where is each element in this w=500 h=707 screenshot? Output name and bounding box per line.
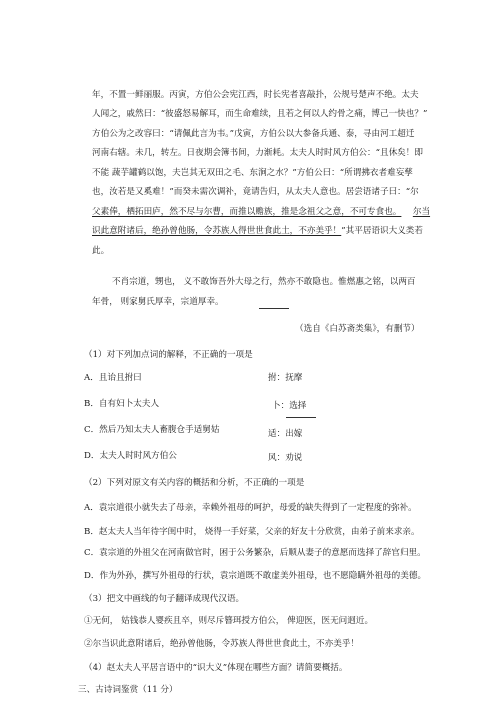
q1-stem: （1）对下列加点词的解释，不正确的一项是	[84, 350, 253, 360]
passage-line-3: 方伯公为之改容曰：“请佩此言为韦。”戊寅，方伯公以大参备兵通、泰，寻由河工超迁	[92, 129, 415, 139]
q1-option-a-gloss: 拊：抚摩	[268, 373, 303, 383]
q1-option-c-gloss: 适：出嫁	[268, 429, 303, 439]
q1-option-d-gloss: 风：劝说	[268, 453, 303, 463]
q1-option-d: D．太夫人时时风方伯公	[84, 451, 177, 461]
source-note: （选自《白苏斋类集》，有删节）	[295, 324, 420, 334]
passage-p2-line-1: 不肖宗道，甥也， 义不敢饰吾外大母之行，然亦不敢隐也。惟燃惠之铭，以两百	[112, 277, 416, 287]
q3-stem: （3）把文中画线的句子翻译成现代汉语。	[84, 594, 245, 604]
passage-line-4: 河南右辖。未几，转左。日夜期会簿书间，力渐耗。太夫人时时风方伯公：“且休矣！即	[92, 148, 423, 158]
q3-item-1: ①无何， 姑钱恭人婴疾且卒，则尽斥簪珥授方伯公， 俾迎医，医无问迥近。	[84, 616, 374, 626]
q2-option-c: C．袁宗道的外祖父在河南做官时，困于公务繁杂，后顺从妻子的意愿而选择了辞官归里。	[84, 548, 426, 558]
q2-option-b: B．赵太夫人当年待字闺中时， 烧得一手好菜，父亲的好友十分欣赏，由弟子前来求亲。	[84, 527, 420, 537]
q4-stem: （4）赵太夫人平居言语中的“识大义”体现在哪些方面？请简要概括。	[84, 663, 348, 673]
passage-tail: ”其平居语识大义类若	[341, 226, 423, 236]
passage-line-2: 人闻之，戚然曰：“彼盛怒易解耳，而生命难续，且若之何以人约骨之痛，博己一快也？”	[92, 109, 428, 119]
passage-p2-line-2: 年骨， 则家舅氏厚幸，宗道厚幸。	[92, 297, 224, 307]
underlined-sentence-b: 识此意附诸后，绝孙曾他肠，令苏族人得世世食此土，不亦美乎！	[92, 226, 342, 236]
q2-stem: （2）下列对原文有关内容的概括和分析，不正确的一项是	[84, 478, 305, 488]
q2-option-d: D．作为外孙，撰写外祖母的行状，袁宗道既不敢虚美外祖母，也不愿隐瞒外祖母的美德。	[84, 571, 427, 581]
section-heading: 三、古诗词鉴赏（11 分）	[78, 685, 178, 695]
passage-line-7	[92, 206, 430, 218]
underlined-sentence-a: 父素俸，栖拓田庐，然不尽与尔曹，而推以赡族，推是念祖父之意，不可专食也。	[92, 207, 402, 217]
q1-option-c: C．然后乃知太夫人畜腹仓手适舅姑	[84, 425, 220, 435]
q1-option-b-gloss: 卜：选择	[272, 401, 307, 411]
passage-line-9: 此。	[92, 246, 110, 256]
underlined-sentence-b-start: 尔当	[412, 207, 431, 217]
passage-line-8	[92, 225, 423, 237]
blank-line	[259, 308, 289, 309]
blank-line-2	[286, 417, 316, 418]
q1-option-a: A．且诒且拊曰	[84, 373, 142, 383]
passage-line-5: 不能 蔬芋罐鹤以饱，夫岂其无双田之毛、东涧之水？”方伯公曰：“所谓拂衣者难妄孳	[92, 168, 413, 178]
q2-option-a: A．袁宗道很小就失去了母亲，幸赖外祖母的呵护，母爱的缺失得到了一定程度的弥补。	[84, 503, 417, 513]
q3-item-2: ②尔当识此意附诸后，绝孙曾他肠，令苏族人得世世食此土，不亦美乎！	[84, 639, 360, 649]
passage-line-6: 也，汝若是又奚难！”而癸未需次调补，竟请告归，从太夫人意也。居尝语诸子曰：“尔	[92, 187, 419, 197]
q1-option-b: B．自有妇卜太夫人	[84, 399, 160, 409]
passage-line-1: 年，不置一鲜丽服。丙寅，方伯公会宪江西，时长宪者喜敲扑，公规号楚声不绝。太夫	[92, 90, 419, 100]
